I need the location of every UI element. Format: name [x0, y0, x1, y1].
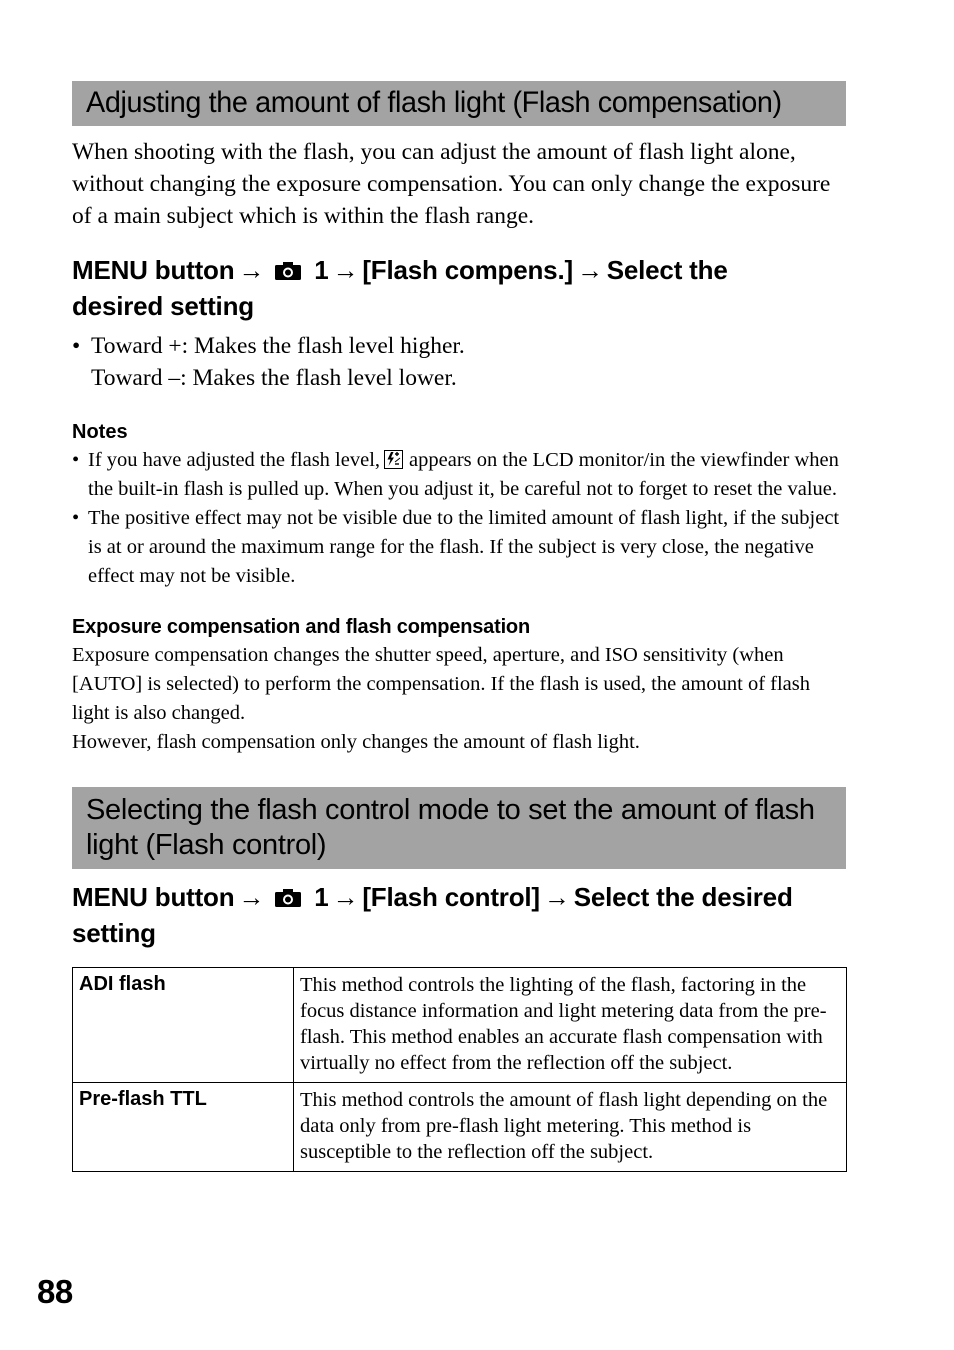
arrow-icon: → — [576, 255, 603, 285]
note-item — [72, 504, 846, 591]
exposure-paragraph-2: However, flash compensation only changes the amount of flash light. — [72, 731, 640, 753]
setting-name: Pre-flash TTL — [73, 1083, 294, 1172]
notes-list — [72, 446, 846, 591]
intro-paragraph: When shooting with the flash, you can adjust the amount of flash light alone, without changing the exposure compensation. You can only change the exposure of a main subject which is within the flash range. — [72, 139, 831, 229]
manual-page-content — [72, 81, 846, 1172]
section-heading-bar-flash-control — [72, 787, 846, 869]
table-row — [73, 968, 847, 1083]
arrow-icon: → — [543, 882, 570, 912]
menu-item: [Flash control] — [362, 882, 540, 912]
menu-action: Select the desired setting — [72, 882, 793, 948]
menu-button-label: MENU button — [72, 882, 235, 912]
arrow-icon: → — [238, 882, 265, 912]
section-heading: Adjusting the amount of flash light (Flash compensation) — [86, 86, 782, 119]
arrow-icon: → — [238, 255, 265, 285]
note-item — [72, 446, 846, 504]
menu-tab-number: 1 — [314, 882, 329, 912]
section-heading: Selecting the flash control mode to set the amount of flash light (Flash control) — [86, 794, 815, 861]
exposure-paragraph: Exposure compensation changes the shutter speed, aperture, and ISO sensitivity (when [AUTO] is selected) to perform the compensation. If the flash is used, the amount of flash light is also changed. — [72, 644, 810, 724]
menu-action: Select the — [606, 255, 728, 285]
arrow-icon: → — [332, 882, 359, 912]
toward-minus-text: Toward –: Makes the flash level lower. — [91, 365, 457, 391]
camera-icon — [274, 888, 302, 908]
flash-compensation-icon — [384, 450, 403, 469]
arrow-icon: → — [332, 255, 359, 285]
setting-name: ADI flash — [73, 968, 294, 1083]
menu-button-label: MENU button — [72, 255, 235, 285]
note-text-before-icon: If you have adjusted the flash level, — [88, 449, 381, 471]
table-row — [73, 1083, 847, 1172]
exposure-subheading: Exposure compensation and flash compensation — [72, 616, 530, 638]
note-text: The positive effect may not be visible due to the limited amount of flash light, if the subject is at or around the maximum range for the flash. If the subject is very close, the negative effect may not be visible. — [88, 507, 840, 587]
setting-description: This method controls the lighting of the flash, factoring in the focus distance information and light metering data from the pre-flash. This method enables an accurate flash compensation with virtually no effect from the reflection off the subject. — [294, 968, 847, 1083]
menu-path-flash-control — [72, 879, 846, 951]
note-text-after-icon: appears on the LCD monitor/in the viewfinder when the built-in flash is pulled up. When you adjust it, be careful not to forget to reset the value. — [88, 449, 839, 500]
notes-heading: Notes — [72, 421, 128, 443]
menu-tab-number: 1 — [314, 255, 329, 285]
menu-path-flash-compens — [72, 252, 846, 324]
menu-item: [Flash compens.] — [362, 255, 573, 285]
section-heading-bar-flash-compensation — [72, 81, 846, 126]
camera-icon — [274, 261, 302, 281]
list-item — [72, 330, 846, 394]
toward-plus-text: Toward +: Makes the flash level higher. — [91, 333, 465, 359]
flash-control-table — [72, 967, 847, 1172]
setting-description: This method controls the amount of flash light depending on the data only from pre-flash light metering. This method is susceptible to the reflection off the subject. — [294, 1083, 847, 1172]
page-number: 88 — [37, 1273, 73, 1310]
menu-action-continued: desired setting — [72, 291, 254, 321]
bullet-list — [72, 330, 846, 394]
